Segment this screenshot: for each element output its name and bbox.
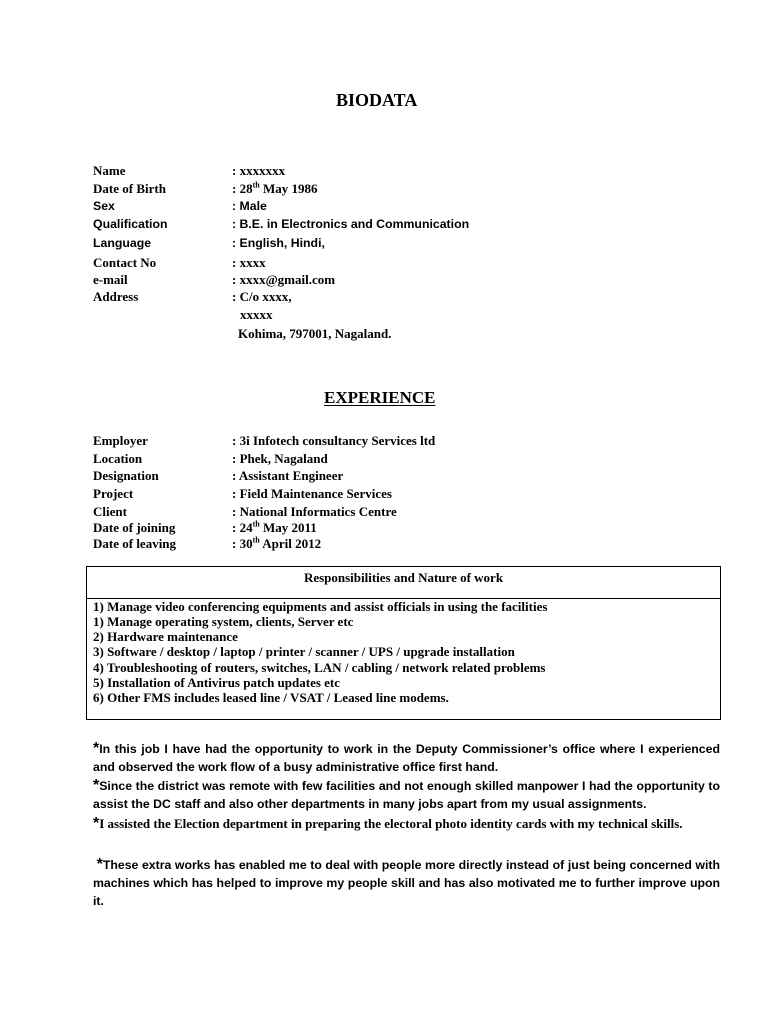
responsibility-item: 6) Other FMS includes leased line / VSAT / Leased line modems. xyxy=(93,690,449,705)
note-paragraph: *Since the district was remote with few facilities and not enough skilled manpower I had the opportunity to assist the DC staff and also other departments in many jobs apart from my usual assignments. xyxy=(93,777,720,811)
project-label: Project xyxy=(93,486,134,501)
responsibility-item: 2) Hardware maintenance xyxy=(93,629,238,644)
responsibility-item: 4) Troubleshooting of routers, switches, LAN / cabling / network related problems xyxy=(93,660,546,675)
contact-label: Contact No xyxy=(93,255,157,270)
email-value: : xxxx@gmail.com xyxy=(232,272,336,287)
joining-value: : 24th May 2011 xyxy=(232,519,317,535)
client-value: : National Informatics Centre xyxy=(232,504,397,519)
language-label: Language xyxy=(93,236,152,250)
language-value: : English, Hindi, xyxy=(232,236,325,250)
address-line-3: Kohima, 797001, Nagaland. xyxy=(238,326,392,341)
responsibility-item: 1) Manage video conferencing equipments and assist officials in using the facilities xyxy=(93,599,548,614)
name-label: Name xyxy=(93,163,126,178)
responsibility-item: 5) Installation of Antivirus patch updates etc xyxy=(93,675,341,690)
employer-value: : 3i Infotech consultancy Services ltd xyxy=(232,433,436,448)
note-paragraph: *I assisted the Election department in preparing the electoral photo identity cards with my technical skills. xyxy=(93,815,683,832)
responsibilities-heading: Responsibilities and Nature of work xyxy=(87,567,720,599)
location-value: : Phek, Nagaland xyxy=(232,451,328,466)
qualification-value: : B.E. in Electronics and Communication xyxy=(232,217,470,231)
designation-label: Designation xyxy=(93,468,159,483)
location-label: Location xyxy=(93,451,143,466)
project-value: : Field Maintenance Services xyxy=(232,486,392,501)
address-label: Address xyxy=(93,289,139,304)
employer-label: Employer xyxy=(93,433,148,448)
leaving-label: Date of leaving xyxy=(93,536,177,551)
responsibilities-table xyxy=(86,566,721,720)
name-value: : xxxxxxx xyxy=(232,163,286,178)
note-paragraph: *These extra works has enabled me to deal with people more directly instead of just being concerned with machines which has helped to improve my people skill and has also motivated me to further improve upon it. xyxy=(93,856,721,908)
page-title: BIODATA xyxy=(336,90,418,110)
dob-value: : 28th May 1986 xyxy=(232,180,318,196)
responsibility-item: 3) Software / desktop / laptop / printer / scanner / UPS / upgrade installation xyxy=(93,644,515,659)
experience-heading: EXPERIENCE xyxy=(324,388,436,407)
designation-value: : Assistant Engineer xyxy=(232,468,344,483)
sex-value: : Male xyxy=(232,199,267,213)
responsibility-item: 1) Manage operating system, clients, Server etc xyxy=(93,614,354,629)
client-label: Client xyxy=(93,504,127,519)
contact-value: : xxxx xyxy=(232,255,266,270)
joining-label: Date of joining xyxy=(93,520,176,535)
address-line-1: : C/o xxxx, xyxy=(232,289,292,304)
qualification-label: Qualification xyxy=(93,217,168,231)
note-paragraph: *In this job I have had the opportunity to work in the Deputy Commissioner’s office where I experienced and observed the work flow of a busy administrative office first hand. xyxy=(93,740,720,774)
dob-label: Date of Birth xyxy=(93,181,166,196)
email-label: e-mail xyxy=(93,272,128,287)
leaving-value: : 30th April 2012 xyxy=(232,535,322,551)
address-line-2: xxxxx xyxy=(240,307,273,322)
sex-label: Sex xyxy=(93,199,115,213)
